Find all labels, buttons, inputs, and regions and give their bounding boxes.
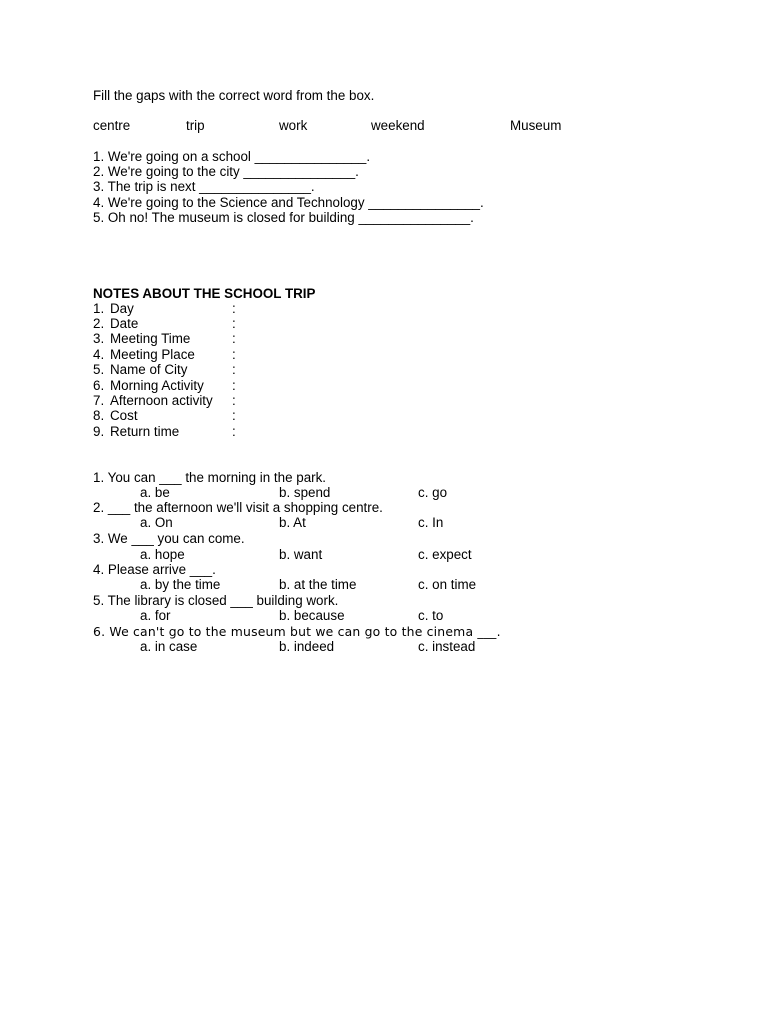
gap-fill-sentence: 5. Oh no! The museum is closed for building _______________. bbox=[93, 210, 474, 225]
quiz-option-c: c. expect bbox=[418, 547, 472, 562]
quiz-option-b: b. spend bbox=[279, 485, 331, 500]
quiz-option-a: a. On bbox=[140, 515, 173, 530]
quiz-option-a: a. by the time bbox=[140, 577, 221, 592]
notes-item-number: 5. bbox=[93, 362, 105, 377]
quiz-option-c: c. on time bbox=[418, 577, 477, 592]
notes-item-number: 1. bbox=[93, 301, 105, 316]
notes-item-colon: : bbox=[232, 424, 236, 439]
notes-item-label: Day bbox=[110, 301, 134, 316]
notes-heading: NOTES ABOUT THE SCHOOL TRIP bbox=[93, 286, 316, 301]
quiz-option-a: a. in case bbox=[140, 639, 198, 654]
notes-item-number: 6. bbox=[93, 378, 105, 393]
notes-item-label: Morning Activity bbox=[110, 378, 204, 393]
gap-fill-sentence: 2. We're going to the city _______________. bbox=[93, 164, 359, 179]
quiz-option-a: a. hope bbox=[140, 547, 185, 562]
quiz-option-c: c. In bbox=[418, 515, 444, 530]
quiz-option-a: a. be bbox=[140, 485, 170, 500]
gap-fill-sentence: 1. We're going on a school _______________. bbox=[93, 149, 371, 164]
quiz-option-b: b. want bbox=[279, 547, 323, 562]
gap-fill-sentence: 3. The trip is next _______________. bbox=[93, 179, 315, 194]
notes-item-colon: : bbox=[232, 301, 236, 316]
notes-item-colon: : bbox=[232, 362, 236, 377]
word-box-item: centre bbox=[93, 118, 131, 133]
notes-item-label: Meeting Place bbox=[110, 347, 195, 362]
gap-fill-sentence: 4. We're going to the Science and Technology _______________. bbox=[93, 195, 484, 210]
word-box-item: weekend bbox=[371, 118, 425, 133]
notes-item-number: 9. bbox=[93, 424, 105, 439]
exercise-instruction: Fill the gaps with the correct word from the box. bbox=[93, 88, 375, 103]
notes-item-colon: : bbox=[232, 378, 236, 393]
notes-item-colon: : bbox=[232, 347, 236, 362]
notes-item-label: Cost bbox=[110, 408, 138, 423]
word-box-item: Museum bbox=[510, 118, 562, 133]
notes-item-label: Date bbox=[110, 316, 139, 331]
quiz-question-text: 3. We ___ you can come. bbox=[93, 531, 245, 546]
notes-item-colon: : bbox=[232, 393, 236, 408]
word-box-item: trip bbox=[186, 118, 205, 133]
notes-item-number: 7. bbox=[93, 393, 105, 408]
quiz-question-text: 1. You can ___ the morning in the park. bbox=[93, 470, 327, 485]
quiz-option-b: b. because bbox=[279, 608, 345, 623]
notes-item-label: Afternoon activity bbox=[110, 393, 213, 408]
quiz-question-text: 6. We can't go to the museum but we can go to the cinema ___. bbox=[93, 624, 501, 639]
quiz-option-c: c. go bbox=[418, 485, 448, 500]
word-box-item: work bbox=[279, 118, 308, 133]
notes-item-number: 4. bbox=[93, 347, 105, 362]
notes-item-number: 8. bbox=[93, 408, 105, 423]
quiz-question-text: 2. ___ the afternoon we'll visit a shopping centre. bbox=[93, 500, 383, 515]
notes-item-number: 3. bbox=[93, 331, 105, 346]
quiz-option-c: c. instead bbox=[418, 639, 476, 654]
quiz-option-c: c. to bbox=[418, 608, 444, 623]
notes-item-colon: : bbox=[232, 331, 236, 346]
notes-item-label: Return time bbox=[110, 424, 180, 439]
quiz-option-a: a. for bbox=[140, 608, 171, 623]
notes-item-number: 2. bbox=[93, 316, 105, 331]
notes-item-label: Meeting Time bbox=[110, 331, 191, 346]
quiz-option-b: b. at the time bbox=[279, 577, 357, 592]
notes-item-label: Name of City bbox=[110, 362, 188, 377]
quiz-option-b: b. At bbox=[279, 515, 306, 530]
notes-item-colon: : bbox=[232, 408, 236, 423]
notes-item-colon: : bbox=[232, 316, 236, 331]
quiz-option-b: b. indeed bbox=[279, 639, 335, 654]
quiz-question-text: 4. Please arrive ___. bbox=[93, 562, 216, 577]
quiz-question-text: 5. The library is closed ___ building work. bbox=[93, 593, 339, 608]
